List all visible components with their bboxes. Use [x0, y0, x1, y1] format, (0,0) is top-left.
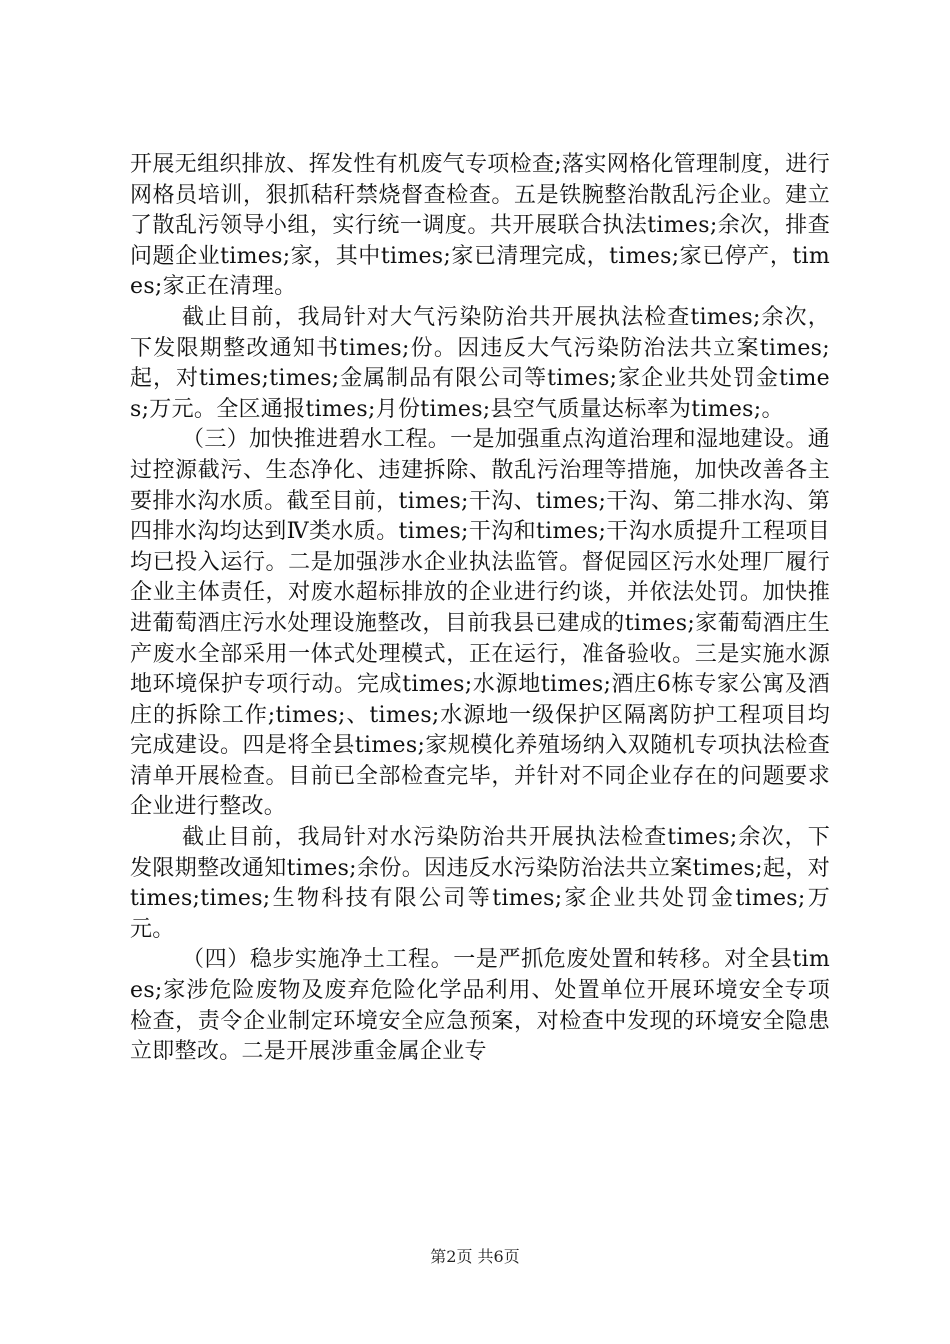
paragraph-3: （三）加快推进碧水工程。一是加强重点沟道治理和湿地建设。通过控源截污、生态净化、违建拆除、散乱污治理等措施，加快改善各主要排水沟水质。截至目前，times;干沟、times;干沟、第二排水沟、第四排水沟均达到Ⅳ类水质。times;干沟和times;干沟水质提升工程项目均已投入运行。二是加强涉水企业执法监管。督促园区污水处理厂履行企业主体责任，对废水超标排放的企业进行约谈，并依法处罚。加快推进葡萄酒庄污水处理设施整改，目前我县已建成的times;家葡萄酒庄生产废水全部采用一体式处理模式，正在运行，准备验收。三是实施水源地环境保护专项行动。完成times;水源地times;酒庄6栋专家公寓及酒庄的拆除工作;times;、times;水源地一级保护区隔离防护工程项目均完成建设。四是将全县times;家规模化养殖场纳入双随机专项执法检查清单开展检查。目前已全部检查完毕，并针对不同企业存在的问题要求企业进行整改。 — [130, 427, 830, 820]
body-text — [130, 150, 830, 1068]
paragraph-4: 截止目前，我局针对水污染防治共开展执法检查times;余次，下发限期整改通知times;余份。因违反水污染防治法共立案times;起，对times;times;生物科技有限公司等times;家企业共处罚金times;万元。 — [130, 825, 831, 942]
paragraph-1: 开展无组织排放、挥发性有机废气专项检查;落实网格化管理制度，进行网格员培训，狠抓秸秆禁烧督查检查。五是铁腕整治散乱污企业。建立了散乱污领导小组，实行统一调度。共开展联合执法times;余次，排查问题企业times;家，其中times;家已清理完成，times;家已停产，times;家正在清理。 — [130, 152, 830, 300]
paragraph-2: 截止目前，我局针对大气污染防治共开展执法检查times;余次，下发限期整改通知书times;份。因违反大气污染防治法共立案times;起，对times;times;金属制品有限公司等times;家企业共处罚金times;万元。全区通报times;月份times;县空气质量达标率为times;。 — [130, 304, 830, 422]
paragraph-5: （四）稳步实施净土工程。一是严抓危废处置和转移。对全县times;家涉危险废物及废弃危险化学品利用、处置单位开展环境安全专项检查，责令企业制定环境安全应急预案，对检查中发现的环境安全隐患立即整改。二是开展涉重金属企业专 — [130, 947, 830, 1065]
page-footer: 第2页 共6页 — [430, 1247, 520, 1266]
